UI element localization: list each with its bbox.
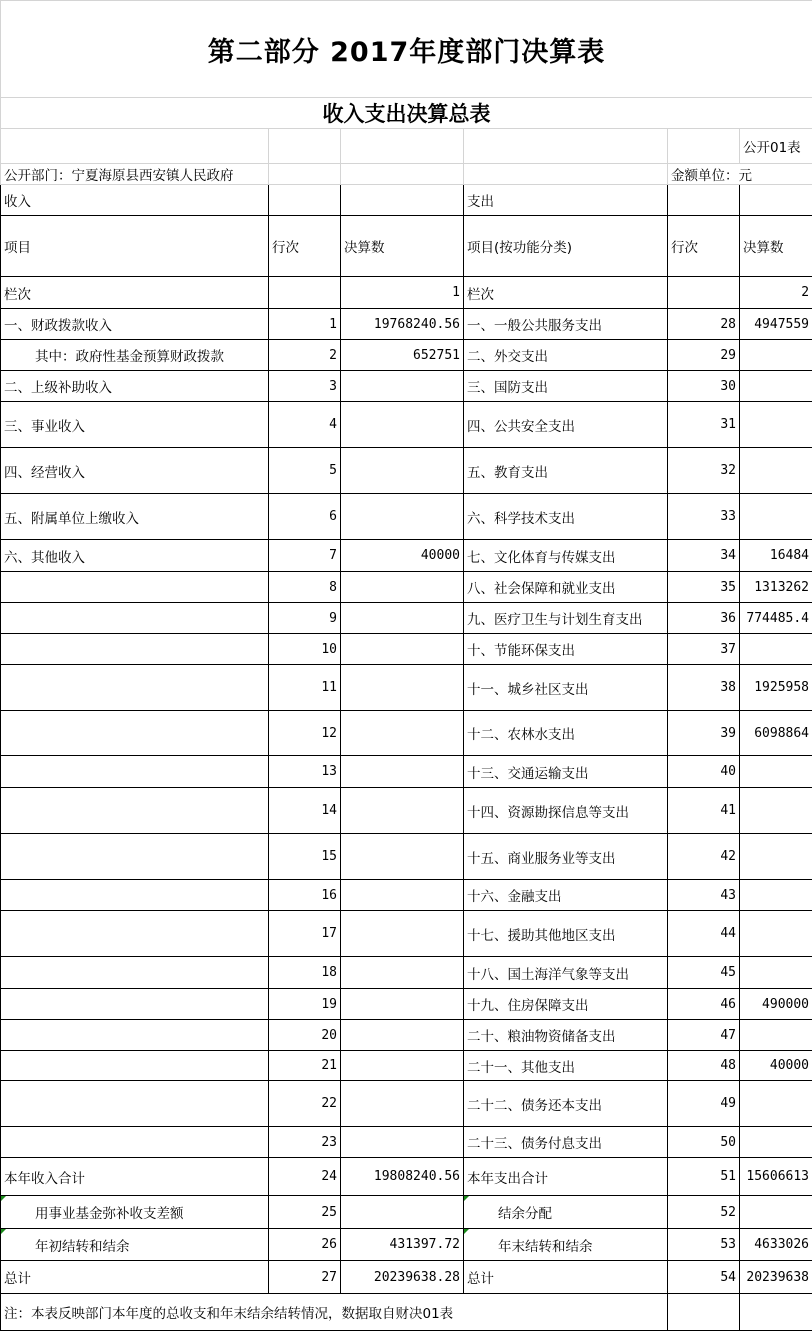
table-row (1, 603, 812, 634)
expense-item-cell[interactable]: 二、外交支出 (464, 340, 668, 371)
income-item-cell[interactable] (1, 1127, 269, 1158)
expense-line-cell[interactable]: 44 (668, 911, 740, 957)
income-line-cell[interactable]: 8 (269, 572, 341, 603)
income-line-cell[interactable]: 20 (269, 1020, 341, 1051)
expense-amount-cell[interactable] (740, 402, 812, 448)
table-row (1, 371, 812, 402)
income-item-header[interactable]: 项目 (1, 216, 269, 277)
income-item-cell[interactable] (1, 880, 269, 911)
table-row (1, 989, 812, 1020)
table-row (1, 957, 812, 989)
income-line-cell[interactable]: 16 (269, 880, 341, 911)
income-item-cell[interactable]: 一、财政拨款收入 (1, 309, 269, 340)
expense-item-header[interactable]: 项目(按功能分类) (464, 216, 668, 277)
income-item-cell[interactable]: 五、附属单位上缴收入 (1, 494, 269, 540)
income-item-cell[interactable]: 六、其他收入 (1, 540, 269, 572)
income-item-cell[interactable] (1, 957, 269, 989)
income-amount-cell[interactable] (341, 402, 464, 448)
income-line-cell[interactable]: 2 (269, 340, 341, 371)
expense-item-cell[interactable]: 四、公共安全支出 (464, 402, 668, 448)
income-line-cell[interactable]: 13 (269, 756, 341, 788)
expense-amount-cell[interactable] (740, 788, 812, 834)
income-item-cell[interactable] (1, 989, 269, 1020)
expense-amount-cell[interactable] (740, 957, 812, 989)
income-line-cell[interactable]: 24 (269, 1158, 341, 1196)
expense-line-cell[interactable]: 47 (668, 1020, 740, 1051)
income-item-cell[interactable]: 二、上级补助收入 (1, 371, 269, 402)
expense-amount-cell[interactable] (740, 634, 812, 665)
table-row (1, 1127, 812, 1158)
expense-item-cell[interactable]: 六、科学技术支出 (464, 494, 668, 540)
expense-item-cell[interactable]: 年末结转和结余 (464, 1229, 668, 1261)
expense-line-cell[interactable]: 29 (668, 340, 740, 371)
income-item-cell[interactable] (1, 1051, 269, 1081)
cell-empty[interactable] (668, 1294, 740, 1331)
expense-column-no[interactable]: 2 (740, 277, 812, 309)
expense-amount-cell[interactable] (740, 371, 812, 402)
income-line-header[interactable]: 行次 (269, 216, 341, 277)
expense-amount-header[interactable]: 决算数 (740, 216, 812, 277)
income-item-cell[interactable] (1, 572, 269, 603)
page-title[interactable]: 第二部分 2017年度部门决算表 (1, 1, 812, 98)
expense-item-cell[interactable]: 十三、交通运输支出 (464, 756, 668, 788)
expense-line-cell[interactable]: 53 (668, 1229, 740, 1261)
expense-line-cell[interactable]: 52 (668, 1196, 740, 1229)
table-row (1, 834, 812, 880)
income-amount-cell[interactable] (341, 1081, 464, 1127)
income-line-cell[interactable]: 27 (269, 1261, 341, 1294)
expense-item-cell[interactable]: 总计 (464, 1261, 668, 1294)
income-amount-cell[interactable] (341, 957, 464, 989)
income-item-cell[interactable]: 四、经营收入 (1, 448, 269, 494)
income-amount-cell[interactable] (341, 494, 464, 540)
expense-amount-cell[interactable]: 490000 (740, 989, 812, 1020)
income-item-cell[interactable] (1, 788, 269, 834)
income-line-cell[interactable]: 21 (269, 1051, 341, 1081)
cell-empty[interactable] (464, 164, 668, 185)
income-line-cell[interactable]: 25 (269, 1196, 341, 1229)
cell-empty[interactable] (269, 185, 341, 216)
income-amount-cell[interactable] (341, 371, 464, 402)
expense-item-cell[interactable]: 七、文化体育与传媒支出 (464, 540, 668, 572)
income-amount-cell[interactable] (341, 788, 464, 834)
income-amount-cell[interactable] (341, 711, 464, 756)
expense-amount-cell[interactable]: 1925958 (740, 665, 812, 711)
expense-amount-cell[interactable] (740, 1020, 812, 1051)
table-row (1, 1261, 812, 1294)
table-row (1, 880, 812, 911)
expense-line-cell[interactable]: 30 (668, 371, 740, 402)
expense-item-cell[interactable]: 十一、城乡社区支出 (464, 665, 668, 711)
income-line-cell[interactable]: 10 (269, 634, 341, 665)
income-amount-cell[interactable] (341, 448, 464, 494)
expense-line-cell[interactable]: 32 (668, 448, 740, 494)
income-amount-cell[interactable] (341, 1020, 464, 1051)
income-amount-cell[interactable]: 19808240.56 (341, 1158, 464, 1196)
income-line-cell[interactable]: 11 (269, 665, 341, 711)
expense-item-cell[interactable]: 一、一般公共服务支出 (464, 309, 668, 340)
table-row (1, 1229, 812, 1261)
income-item-cell[interactable] (1, 1020, 269, 1051)
expense-line-cell[interactable]: 35 (668, 572, 740, 603)
income-amount-cell[interactable]: 431397.72 (341, 1229, 464, 1261)
income-amount-cell[interactable]: 19768240.56 (341, 309, 464, 340)
income-line-cell[interactable]: 7 (269, 540, 341, 572)
income-item-cell[interactable] (1, 1081, 269, 1127)
income-item-cell[interactable] (1, 603, 269, 634)
income-line-cell[interactable]: 22 (269, 1081, 341, 1127)
income-item-cell[interactable]: 总计 (1, 1261, 269, 1294)
expense-item-cell[interactable]: 五、教育支出 (464, 448, 668, 494)
expense-amount-cell[interactable] (740, 494, 812, 540)
income-amount-cell[interactable] (341, 911, 464, 957)
income-line-cell[interactable]: 26 (269, 1229, 341, 1261)
table-row (1, 448, 812, 494)
expense-line-cell[interactable]: 37 (668, 634, 740, 665)
table-row (1, 494, 812, 540)
cell-empty[interactable] (269, 129, 341, 164)
expense-amount-cell[interactable]: 774485.4 (740, 603, 812, 634)
income-line-cell[interactable]: 14 (269, 788, 341, 834)
cell-empty[interactable] (341, 129, 464, 164)
expense-line-cell[interactable]: 33 (668, 494, 740, 540)
expense-amount-cell[interactable]: 1313262 (740, 572, 812, 603)
cell-empty[interactable] (668, 129, 740, 164)
expense-item-cell[interactable]: 九、医疗卫生与计划生育支出 (464, 603, 668, 634)
expense-line-header[interactable]: 行次 (668, 216, 740, 277)
cell-empty[interactable] (740, 1294, 812, 1331)
expense-item-cell[interactable]: 八、社会保障和就业支出 (464, 572, 668, 603)
income-amount-cell[interactable] (341, 572, 464, 603)
expense-item-cell[interactable]: 十八、国土海洋气象等支出 (464, 957, 668, 989)
income-amount-cell[interactable] (341, 1127, 464, 1158)
cell-empty[interactable] (269, 164, 341, 185)
expense-amount-cell[interactable]: 16484 (740, 540, 812, 572)
income-amount-cell[interactable] (341, 665, 464, 711)
income-line-cell[interactable]: 4 (269, 402, 341, 448)
income-line-cell[interactable]: 19 (269, 989, 341, 1020)
income-line-cell[interactable]: 18 (269, 957, 341, 989)
expense-line-cell[interactable]: 28 (668, 309, 740, 340)
table-row (1, 711, 812, 756)
expense-line-cell[interactable]: 38 (668, 665, 740, 711)
income-item-cell[interactable]: 其中：政府性基金预算财政拨款 (1, 340, 269, 371)
table-row (1, 1020, 812, 1051)
department-label[interactable]: 公开部门：宁夏海原县西安镇人民政府 (1, 164, 269, 185)
expense-line-cell[interactable]: 36 (668, 603, 740, 634)
table-row (1, 756, 812, 788)
income-line-cell[interactable]: 6 (269, 494, 341, 540)
expense-item-cell[interactable]: 结余分配 (464, 1196, 668, 1229)
expense-item-cell[interactable]: 十二、农林水支出 (464, 711, 668, 756)
income-amount-cell[interactable]: 652751 (341, 340, 464, 371)
income-item-cell[interactable]: 三、事业收入 (1, 402, 269, 448)
expense-item-cell[interactable]: 二十二、债务还本支出 (464, 1081, 668, 1127)
expense-line-cell[interactable]: 46 (668, 989, 740, 1020)
column-no-label[interactable]: 栏次 (464, 277, 668, 309)
income-line-cell[interactable]: 1 (269, 309, 341, 340)
table-row (1, 572, 812, 603)
income-amount-cell[interactable] (341, 1196, 464, 1229)
cell-empty[interactable] (269, 277, 341, 309)
cell-empty[interactable] (668, 185, 740, 216)
expense-item-cell[interactable]: 二十一、其他支出 (464, 1051, 668, 1081)
income-line-cell[interactable]: 12 (269, 711, 341, 756)
income-column-no[interactable]: 1 (341, 277, 464, 309)
income-item-cell[interactable]: 用事业基金弥补收支差额 (1, 1196, 269, 1229)
expense-line-cell[interactable]: 42 (668, 834, 740, 880)
table-row (1, 911, 812, 957)
expense-section-header[interactable]: 支出 (464, 185, 668, 216)
table-row (1, 788, 812, 834)
expense-item-cell[interactable]: 十四、资源勘探信息等支出 (464, 788, 668, 834)
cell-empty[interactable] (740, 185, 812, 216)
expense-line-cell[interactable]: 40 (668, 756, 740, 788)
expense-amount-cell[interactable]: 4947559 (740, 309, 812, 340)
expense-amount-cell[interactable] (740, 834, 812, 880)
expense-line-cell[interactable]: 49 (668, 1081, 740, 1127)
income-amount-cell[interactable] (341, 756, 464, 788)
expense-line-cell[interactable]: 39 (668, 711, 740, 756)
income-line-cell[interactable]: 5 (269, 448, 341, 494)
unit-label[interactable]: 金额单位：元 (668, 164, 812, 185)
income-item-cell[interactable] (1, 911, 269, 957)
income-amount-cell[interactable] (341, 834, 464, 880)
income-item-cell[interactable] (1, 756, 269, 788)
income-amount-cell[interactable]: 20239638.28 (341, 1261, 464, 1294)
table-row (1, 1051, 812, 1081)
expense-amount-cell[interactable]: 6098864 (740, 711, 812, 756)
income-amount-cell[interactable] (341, 989, 464, 1020)
income-line-cell[interactable]: 23 (269, 1127, 341, 1158)
expense-line-cell[interactable]: 50 (668, 1127, 740, 1158)
expense-amount-cell[interactable]: 15606613 (740, 1158, 812, 1196)
cell-empty[interactable] (341, 164, 464, 185)
income-item-cell[interactable]: 本年收入合计 (1, 1158, 269, 1196)
expense-item-cell[interactable]: 本年支出合计 (464, 1158, 668, 1196)
income-amount-cell[interactable] (341, 880, 464, 911)
income-amount-cell[interactable] (341, 1051, 464, 1081)
table-row (1, 634, 812, 665)
income-amount-cell[interactable] (341, 603, 464, 634)
expense-item-cell[interactable]: 十七、援助其他地区支出 (464, 911, 668, 957)
expense-line-cell[interactable]: 31 (668, 402, 740, 448)
income-item-cell[interactable] (1, 711, 269, 756)
income-item-cell[interactable] (1, 834, 269, 880)
income-line-cell[interactable]: 9 (269, 603, 341, 634)
table-row (1, 402, 812, 448)
expense-item-cell[interactable]: 十、节能环保支出 (464, 634, 668, 665)
income-line-cell[interactable]: 3 (269, 371, 341, 402)
expense-line-cell[interactable]: 43 (668, 880, 740, 911)
income-item-cell[interactable] (1, 634, 269, 665)
table-row (1, 665, 812, 711)
table-subtitle[interactable]: 收入支出决算总表 (1, 98, 812, 129)
income-amount-header[interactable]: 决算数 (341, 216, 464, 277)
cell-empty[interactable] (668, 277, 740, 309)
expense-amount-cell[interactable]: 4633026 (740, 1229, 812, 1261)
expense-amount-cell[interactable] (740, 756, 812, 788)
table-row (1, 540, 812, 572)
expense-line-cell[interactable]: 54 (668, 1261, 740, 1294)
expense-amount-cell[interactable] (740, 1081, 812, 1127)
expense-amount-cell[interactable] (740, 880, 812, 911)
table-row (1, 340, 812, 371)
income-item-cell[interactable] (1, 665, 269, 711)
income-line-cell[interactable]: 15 (269, 834, 341, 880)
expense-line-cell[interactable]: 41 (668, 788, 740, 834)
expense-line-cell[interactable]: 51 (668, 1158, 740, 1196)
income-line-cell[interactable]: 17 (269, 911, 341, 957)
expense-amount-cell[interactable] (740, 1127, 812, 1158)
expense-item-cell[interactable]: 十六、金融支出 (464, 880, 668, 911)
table-row (1, 309, 812, 340)
table-row (1, 1158, 812, 1196)
expense-item-cell[interactable]: 三、国防支出 (464, 371, 668, 402)
footnote[interactable]: 注：本表反映部门本年度的总收支和年末结余结转情况，数据取自财决01表 (1, 1294, 668, 1331)
table-row (1, 1196, 812, 1229)
expense-amount-cell[interactable]: 20239638 (740, 1261, 812, 1294)
expense-item-cell[interactable]: 十五、商业服务业等支出 (464, 834, 668, 880)
expense-amount-cell[interactable] (740, 1196, 812, 1229)
income-amount-cell[interactable]: 40000 (341, 540, 464, 572)
income-section-header[interactable]: 收入 (1, 185, 269, 216)
income-item-cell[interactable]: 年初结转和结余 (1, 1229, 269, 1261)
expense-amount-cell[interactable] (740, 448, 812, 494)
expense-line-cell[interactable]: 48 (668, 1051, 740, 1081)
column-no-label[interactable]: 栏次 (1, 277, 269, 309)
cell-empty[interactable] (464, 129, 668, 164)
form-code[interactable]: 公开01表 (740, 129, 812, 164)
cell-empty[interactable] (341, 185, 464, 216)
expense-item-cell[interactable]: 二十、粮油物资储备支出 (464, 1020, 668, 1051)
expense-line-cell[interactable]: 45 (668, 957, 740, 989)
expense-line-cell[interactable]: 34 (668, 540, 740, 572)
expense-amount-cell[interactable] (740, 911, 812, 957)
expense-amount-cell[interactable]: 40000 (740, 1051, 812, 1081)
cell-empty[interactable] (1, 129, 269, 164)
table-row (1, 1081, 812, 1127)
income-amount-cell[interactable] (341, 634, 464, 665)
expense-item-cell[interactable]: 十九、住房保障支出 (464, 989, 668, 1020)
expense-item-cell[interactable]: 二十三、债务付息支出 (464, 1127, 668, 1158)
expense-amount-cell[interactable] (740, 340, 812, 371)
